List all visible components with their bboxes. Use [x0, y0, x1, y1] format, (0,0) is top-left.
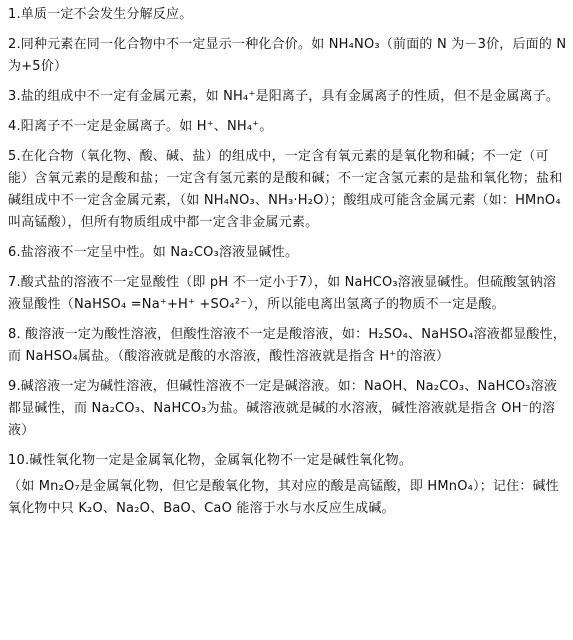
- item-10: 10.碱性氧化物一定是金属氧化物，金属氧化物不一定是碱性氧化物。: [8, 453, 413, 468]
- item-1: 1.单质一定不会发生分解反应。: [8, 7, 193, 22]
- item-7: 7.酸式盐的溶液不一定显酸性（即 pH 不一定小于7），如 NaHCO₃溶液显碱性。但硫酸氢钠溶液显酸性（NaHSO₄ =Na⁺+H⁺ +SO₄²⁻），所以能电离出氢离子的物质不一定是酸。: [8, 275, 557, 312]
- item-9: 9.碱溶液一定为碱性溶液，但碱性溶液不一定是碱溶液。如：NaOH、Na₂CO₃、NaHCO₃溶液都显碱性，而 Na₂CO₃、NaHCO₃为盐。碱溶液就是碱的水溶液，碱性溶液就是指含 OH⁻的溶液）: [8, 379, 558, 438]
- item-3: 3.盐的组成中不一定有金属元素，如 NH₄⁺是阳离子，具有金属离子的性质，但不是金属离子。: [8, 89, 560, 104]
- item-2: 2.同种元素在同一化合物中不一定显示一种化合价。如 NH₄NO₃（前面的 N 为－3价，后面的 N 为+5价）: [8, 37, 567, 74]
- item-10-note: （如 Mn₂O₇是金属氧化物，但它是酸氧化物，其对应的酸是高锰酸，即 HMnO₄）；记住：碱性氧化物中只 K₂O、Na₂O、BaO、CaO 能溶于水与水反应生成碱。: [8, 479, 559, 516]
- item-6: 6.盐溶液不一定呈中性。如 Na₂CO₃溶液显碱性。: [8, 245, 299, 260]
- item-4: 4.阳离子不一定是金属离子。如 H⁺、NH₄⁺。: [8, 119, 273, 134]
- item-8: 8. 酸溶液一定为酸性溶液，但酸性溶液不一定是酸溶液，如：H₂SO₄、NaHSO₄溶液都显酸性，而 NaHSO₄属盐。（酸溶液就是酸的水溶液，酸性溶液就是指含 H⁺的溶液）: [8, 327, 566, 364]
- item-5: 5.在化合物（氧化物、酸、碱、盐）的组成中，一定含有氧元素的是氧化物和碱；不一定（可能）含氧元素的是酸和盐；一定含有氢元素的是酸和碱；不一定含氢元素的是盐和氧化物；盐和碱组成中不一定含金属元素，（如 NH₄NO₃、NH₃·H₂O）；酸组成可能含金属元素（如：HMnO₄叫高锰酸），但所有物质组成中都一定含非金属元素。: [8, 149, 563, 230]
